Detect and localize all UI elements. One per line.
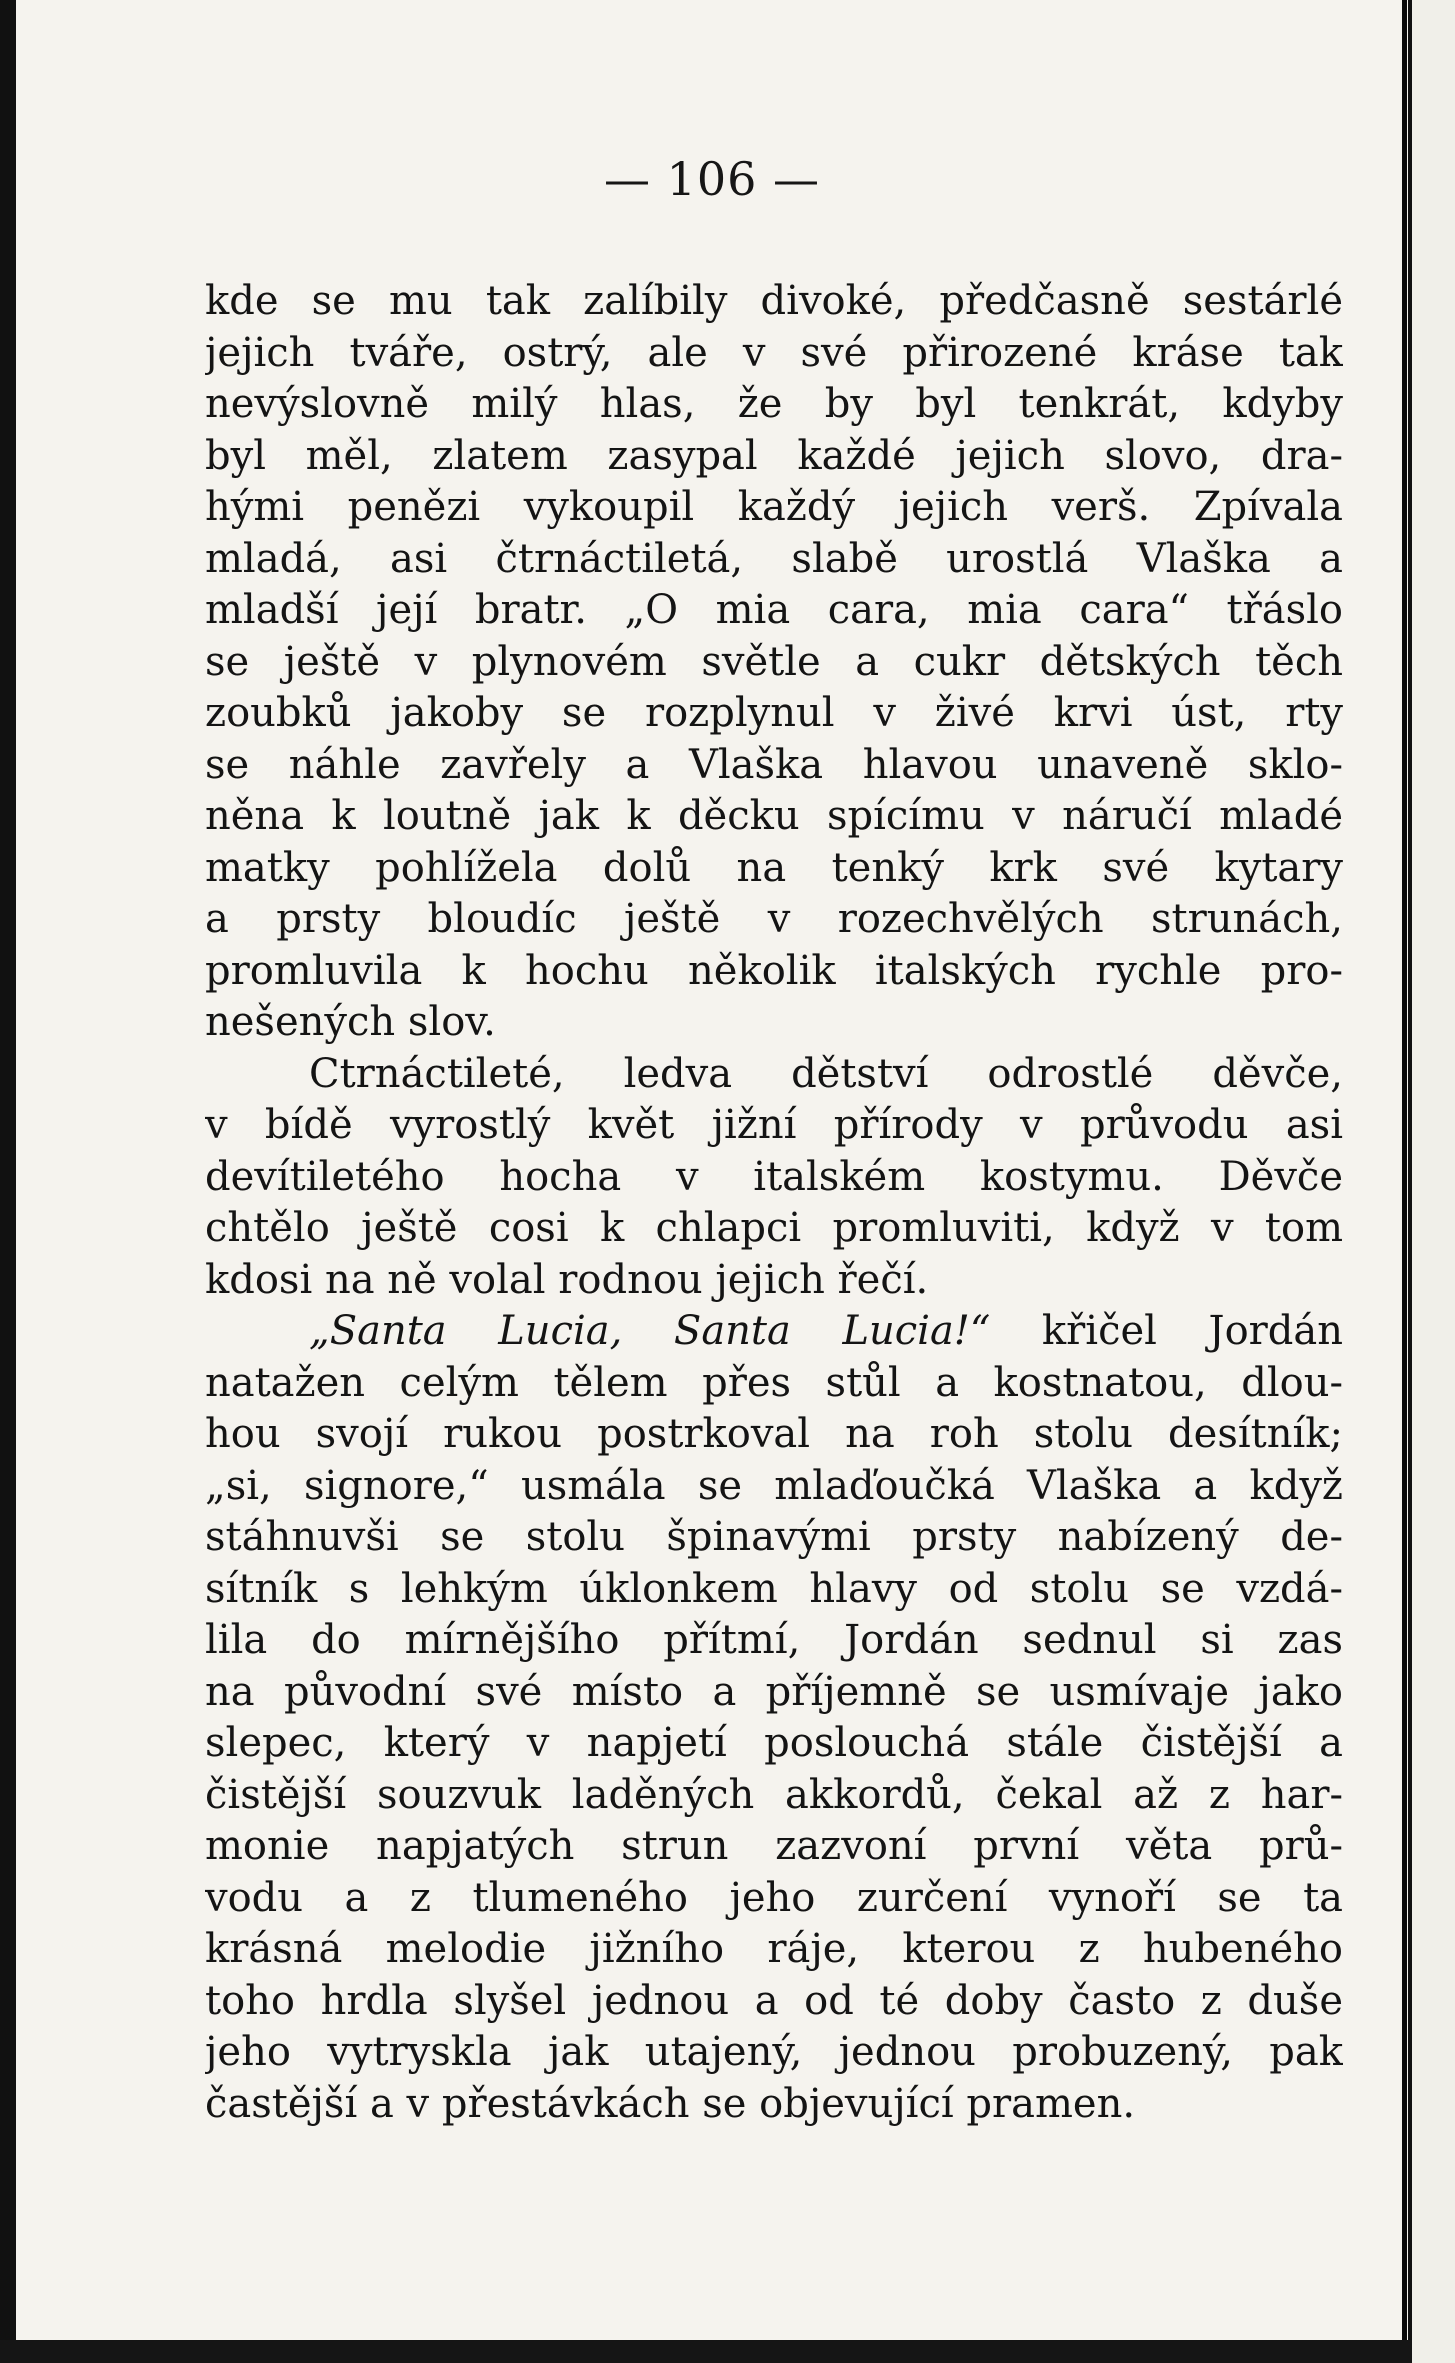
text-line: na původní své místo a příjemně se usmívaje jako bbox=[205, 1668, 1343, 1715]
text-line: natažen celým tělem přes stůl a kostnatou, dlou- bbox=[205, 1359, 1343, 1406]
text-line: stáhnuvši se stolu špinavými prsty nabízený de- bbox=[205, 1514, 1343, 1560]
text-line: monie napjatých strun zazvoní první věta prů- bbox=[205, 1823, 1343, 1869]
text-body bbox=[205, 276, 1343, 2130]
scan-bottom-edge bbox=[0, 2340, 1412, 2363]
text-line: se ještě v plynovém světle a cukr dětských těch bbox=[205, 638, 1343, 685]
text-line: nevýslovně milý hlas, že by byl tenkrát, kdyby bbox=[205, 381, 1343, 427]
line-text: křičel Jordán bbox=[990, 1308, 1343, 1354]
text-line: Ctrnáctileté, ledva dětství odrostlé děvče, bbox=[309, 1050, 1343, 1097]
page-edge-line bbox=[1402, 0, 1407, 2363]
text-line: krásná melodie jižního ráje, kterou z hubeného bbox=[205, 1926, 1343, 1972]
text-line: zoubků jakoby se rozplynul v živé krvi úst, rty bbox=[205, 690, 1343, 736]
text-line: v bídě vyrostlý květ jižní přírody v průvodu asi bbox=[205, 1102, 1343, 1148]
text-line: lila do mírnějšího přítmí, Jordán sednul si zas bbox=[205, 1617, 1343, 1663]
text-line: častější a v přestávkách se objevující pramen. bbox=[205, 2080, 1136, 2127]
page-number: — 106 — bbox=[603, 152, 821, 206]
text-line: promluvila k hochu několik italských rychle pro- bbox=[205, 947, 1343, 994]
text-line: kde se mu tak zalíbily divoké, předčasně sestárlé bbox=[205, 278, 1343, 324]
text-line: devítiletého hocha v italském kostymu. Děvče bbox=[205, 1153, 1343, 1200]
text-line: a prsty bloudíc ještě v rozechvělých strunách, bbox=[205, 896, 1343, 942]
text-line: hou svojí rukou postrkoval na roh stolu desítník; bbox=[205, 1411, 1343, 1457]
text-line bbox=[205, 1306, 1343, 1358]
text-line: hými penězi vykoupil každý jejich verš. Zpívala bbox=[205, 484, 1343, 530]
text-line: něna k loutně jak k děcku spícímu v náručí mladé bbox=[205, 793, 1343, 839]
text-line: jejich tváře, ostrý, ale v své přirozené kráse tak bbox=[205, 329, 1343, 376]
text-line: byl měl, zlatem zasypal každé jejich slovo, dra- bbox=[205, 432, 1343, 479]
text-line: kdosi na ně volal rodnou jejich řečí. bbox=[205, 1256, 929, 1303]
text-line: mladší její bratr. „O mia cara, mia cara“ třáslo bbox=[205, 587, 1343, 633]
text-line: slepec, který v napjetí poslouchá stále čistější a bbox=[205, 1720, 1343, 1766]
book-page bbox=[16, 0, 1408, 2340]
italic-phrase: „Santa Lucia, Santa Lucia!“ bbox=[309, 1308, 991, 1354]
text-line: toho hrdla slyšel jednou a od té doby často z duše bbox=[205, 1977, 1343, 2024]
text-line: sítník s lehkým úklonkem hlavy od stolu se vzdá- bbox=[205, 1565, 1343, 1612]
text-line: „si, signore,“ usmála se mlaďoučká Vlaška a když bbox=[205, 1462, 1343, 1509]
text-line: matky pohlížela dolů na tenký krk své kytary bbox=[205, 844, 1343, 891]
text-line: mladá, asi čtrnáctiletá, slabě urostlá Vlaška a bbox=[205, 535, 1343, 582]
text-line: se náhle zavřely a Vlaška hlavou unaveně sklo- bbox=[205, 741, 1343, 788]
adjacent-page-edge bbox=[1412, 0, 1455, 2363]
text-line: nešených slov. bbox=[205, 999, 496, 1045]
text-line: čistější souzvuk laděných akkordů, čekal až z har- bbox=[205, 1771, 1343, 1818]
text-line: vodu a z tlumeného jeho zurčení vynoří se ta bbox=[205, 1874, 1343, 1921]
text-line: chtělo ještě cosi k chlapci promluviti, když v tom bbox=[205, 1205, 1343, 1251]
text-line: jeho vytryskla jak utajený, jednou probuzený, pak bbox=[205, 2029, 1343, 2075]
